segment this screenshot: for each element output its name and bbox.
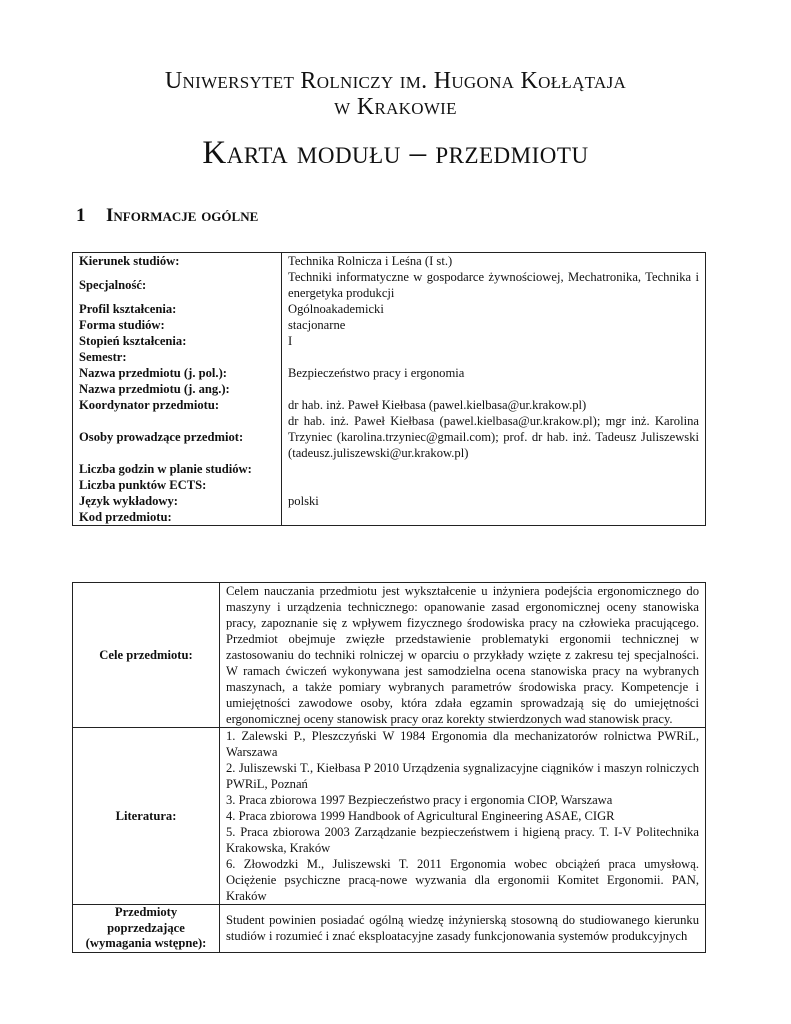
row-value: dr hab. inż. Paweł Kiełbasa (pawel.kielbasa@ur.krakow.pl); mgr inż. Karolina Trzyniec (karolina.trzyniec@gmail.com); prof. dr hab. inż. Tadeusz Juliszewski (tadeusz.juliszewski@ur.krakow.pl): [282, 413, 706, 461]
goals-label: Cele przedmiotu:: [73, 583, 220, 728]
literature-item: 2. Juliszewski T., Kiełbasa P 2010 Urządzenia sygnalizacyjne ciągników i maszyn rolniczych PWRiL, Poznań: [226, 761, 699, 791]
table-row-goals: [73, 583, 706, 728]
row-label: Nazwa przedmiotu (j. pol.):: [73, 365, 282, 381]
table-row: [73, 493, 706, 509]
table-row: [73, 397, 706, 413]
literature-item: 1. Zalewski P., Pleszczyński W 1984 Ergonomia dla mechanizatorów rolnictwa PWRiL, Warszawa: [226, 729, 699, 759]
row-label: Forma studiów:: [73, 317, 282, 333]
university-line-2: w Krakowie: [334, 94, 457, 120]
table-row: [73, 333, 706, 349]
row-label: Kod przedmiotu:: [73, 509, 282, 526]
row-value: [282, 349, 706, 365]
table-row-literature: [73, 728, 706, 905]
section-heading: [76, 205, 258, 227]
row-label: Język wykładowy:: [73, 493, 282, 509]
row-label: Osoby prowadzące przedmiot:: [73, 413, 282, 461]
row-value: [282, 461, 706, 477]
prerequisites-text: Student powinien posiadać ogólną wiedzę inżynierską stosowną do studiowanego kierunku studiów i rozumieć i znać eksploatacyjne zasady funkcjonowania systemów produkcyjnych: [220, 905, 706, 953]
row-label: Liczba punktów ECTS:: [73, 477, 282, 493]
row-label: Nazwa przedmiotu (j. ang.):: [73, 381, 282, 397]
table-row: [73, 349, 706, 365]
table-row: [73, 381, 706, 397]
table-row-prerequisites: [73, 905, 706, 953]
row-value: polski: [282, 493, 706, 509]
university-line-1: Uniwersytet Rolniczy im. Hugona Kołłątaja: [164, 68, 627, 94]
row-value: Ogólnoakademicki: [282, 301, 706, 317]
goals-text: Celem nauczania przedmiotu jest wykształcenie u inżyniera podejścia ergonomicznego do maszyny i urządzenia technicznego: opanowanie zasad ergonomicznej oceny stanowiska pracy, zapoznanie się z wpływem fizycznego środowiska pracy na człowieka pracującego. Przedmiot obejmuje zwięzłe przedstawienie problematyki ergonomii technicznej w zastosowaniu do techniki rolniczej w oparciu o przykłady wzięte z zakresu tej specjalności. W ramach ćwiczeń wykonywana jest samodzielna ocena stanowiska pracy na wybranych maszynach, a także pomiary wybranych parametrów środowiska pracy. Kompetencje i umiejętności zawodowe osoby, która zdała egzamin sprowadzają się do umiejętności ergonomicznej oceny stanowisk pracy oraz korekty stwierdzonych wad stanowisk pracy.: [220, 583, 706, 728]
table-row: [73, 413, 706, 461]
table-row: [73, 365, 706, 381]
general-info-table: [72, 252, 706, 526]
row-value: [282, 509, 706, 526]
row-label: Stopień kształcenia:: [73, 333, 282, 349]
row-label: Liczba godzin w planie studiów:: [73, 461, 282, 477]
row-value: I: [282, 333, 706, 349]
table-row: [73, 509, 706, 526]
table-row: [73, 301, 706, 317]
row-label: Specjalność:: [73, 269, 282, 301]
row-value: Technika Rolnicza i Leśna (I st.): [282, 253, 706, 270]
literature-item: 6. Złowodzki M., Juliszewski T. 2011 Ergonomia wobec obciążeń praca umysłową. Ociężenie psychiczne pracą-nowe wyzwania dla ergonomii Komitet Ergonomii. PAN, Kraków: [226, 857, 699, 903]
row-label: Semestr:: [73, 349, 282, 365]
row-value: stacjonarne: [282, 317, 706, 333]
literature-list: [220, 728, 706, 905]
course-details-table: [72, 582, 706, 953]
prerequisites-label: Przedmioty poprzedzające (wymagania wstępne):: [73, 905, 220, 953]
row-value: [282, 477, 706, 493]
table-row: [73, 461, 706, 477]
row-label: Koordynator przedmiotu:: [73, 397, 282, 413]
literature-label: Literatura:: [73, 728, 220, 905]
row-value: dr hab. inż. Paweł Kiełbasa (pawel.kielbasa@ur.krakow.pl): [282, 397, 706, 413]
table-row: [73, 253, 706, 270]
page-title: Karta modułu – przedmiotu: [202, 135, 589, 171]
row-label: Kierunek studiów:: [73, 253, 282, 270]
table-row: [73, 317, 706, 333]
table-row: [73, 477, 706, 493]
literature-item: 4. Praca zbiorowa 1999 Handbook of Agricultural Engineering ASAE, CIGR: [226, 809, 615, 823]
row-value: Bezpieczeństwo pracy i ergonomia: [282, 365, 706, 381]
literature-item: 3. Praca zbiorowa 1997 Bezpieczeństwo pracy i ergonomia CIOP, Warszawa: [226, 793, 613, 807]
row-label: Profil kształcenia:: [73, 301, 282, 317]
university-name: [0, 68, 791, 120]
section-title: Informacje ogólne: [106, 205, 259, 226]
literature-item: 5. Praca zbiorowa 2003 Zarządzanie bezpieczeństwem i higieną pracy. T. I-V Politechnika Krakowska, Kraków: [226, 825, 699, 855]
row-value: Techniki informatyczne w gospodarce żywnościowej, Mechatronika, Technika i energetyka produkcji: [282, 269, 706, 301]
section-number: 1: [76, 205, 86, 226]
table-row: [73, 269, 706, 301]
row-value: [282, 381, 706, 397]
